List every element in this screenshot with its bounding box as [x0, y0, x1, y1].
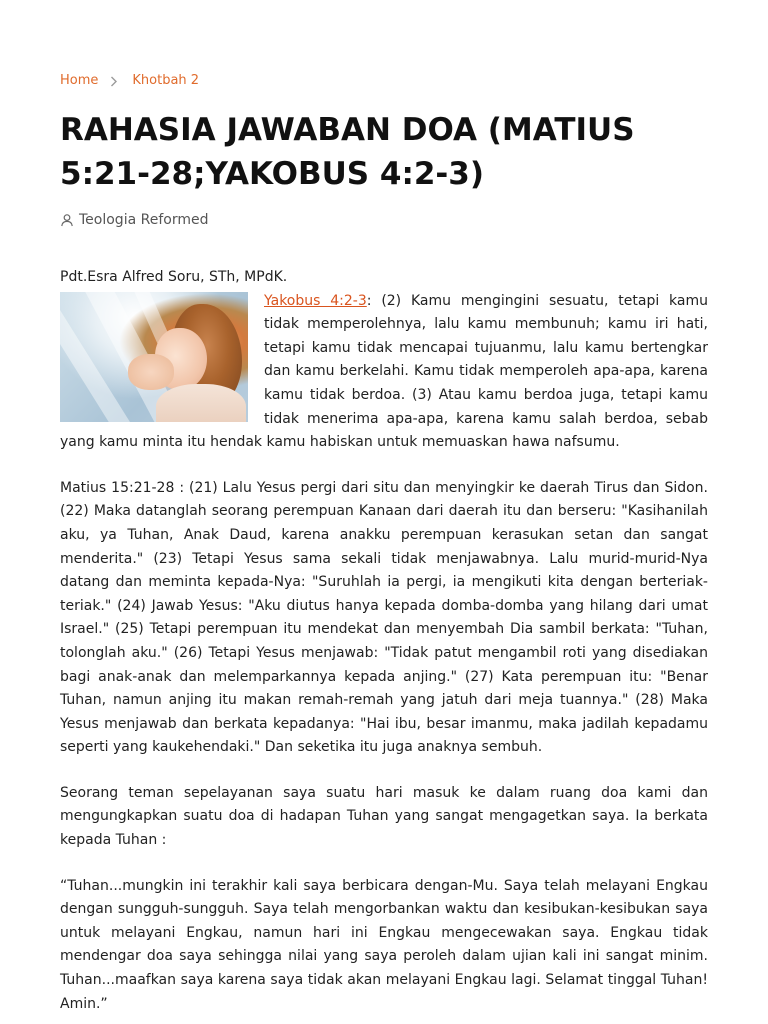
- praying-child-image: [60, 292, 248, 422]
- verse-text: : (2) Kamu mengingini sesuatu, tetapi kamu tidak memperolehnya, lalu kamu membunuh; kamu iri hati, tetapi kamu tidak mencapai tujuanmu, lalu kamu bertengkar dan kamu berkelahi. Kamu tidak memperoleh apa-apa, karena kamu tidak berdoa. (3) Atau kamu berdoa juga, tetapi kamu tidak menerima apa-apa, karena kamu salah berdoa, sebab yang kamu minta itu hendak kamu habiskan untuk memuaskan hawa nafsumu.: [60, 292, 708, 451]
- article-byline: Pdt.Esra Alfred Soru, STh, MPdK.: [60, 269, 288, 285]
- breadcrumb: [60, 73, 199, 88]
- matius-paragraph: Matius 15:21-28 : (21) Lalu Yesus pergi dari situ dan menyingkir ke daerah Tirus dan Sidon. (22) Maka datanglah seorang perempuan Kanaan dari daerah itu dan berseru: "Kasihanilah aku, ya Tuhan, Anak Daud, karena anakku perempuan kerasukan setan dan sangat menderita." (23) Tetapi Yesus sama sekali tidak menjawabnya. Lalu murid-murid-Nya datang dan meminta kepada-Nya: "Suruhlah ia pergi, ia mengikuti kita dengan berteriak-teriak." (24) Jawab Yesus: "Aku diutus hanya kepada domba-domba yang hilang dari umat Israel." (25) Tetapi perempuan itu mendekat dan menyembah Dia sambil berkata: "Tuhan, tolonglah aku." (26) Tetapi Yesus menjawab: "Tidak patut mengambil roti yang disediakan bagi anak-anak dan melemparkannya kepada anjing." (27) Kata perempuan itu: "Benar Tuhan, namun anjing itu makan remah-remah yang jatuh dari meja tuannya." (28) Maka Yesus menjawab dan berkata kepadanya: "Hai ibu, besar imanmu, maka jadilah kepadamu seperti yang kaukehendaki." Dan seketika itu juga anaknya sembuh.: [60, 479, 708, 756]
- breadcrumb-category-link[interactable]: Khotbah 2: [132, 73, 200, 88]
- post-author: [60, 212, 208, 228]
- teman-paragraph: Seorang teman sepelayanan saya suatu hari masuk ke dalam ruang doa kami dan mengungkapkan suatu doa di hadapan Tuhan yang sangat mengagetkan saya. Ia berkata kepada Tuhan :: [60, 784, 708, 849]
- verse-reference-link[interactable]: Yakobus 4:2-3: [264, 292, 367, 309]
- chevron-right-icon: [104, 74, 126, 88]
- intro-block: [60, 290, 708, 455]
- breadcrumb-home-link[interactable]: Home: [60, 73, 99, 88]
- author-link[interactable]: Teologia Reformed: [79, 212, 209, 228]
- prayer-quote-paragraph: “Tuhan...mungkin ini terakhir kali saya berbicara dengan-Mu. Saya telah melayani Engkau dengan sungguh-sungguh. Saya telah mengorbankan waktu dan kesibukan-kesibukan saya untuk melayani Engkau, namun hari ini Engkau mengecewakan saya. Engkau tidak mendengar doa saya sehingga nilai yang saya peroleh dalam ujian kali ini sangat minim. Tuhan...maafkan saya karena saya tidak akan melayani Engkau lagi. Selamat tinggal Tuhan! Amin.”: [60, 877, 708, 1012]
- post-content: [60, 266, 708, 1016]
- post-title: RAHASIA JAWABAN DOA (MATIUS 5:21-28;YAKOBUS 4:2-3): [60, 112, 635, 192]
- user-icon: [60, 213, 74, 227]
